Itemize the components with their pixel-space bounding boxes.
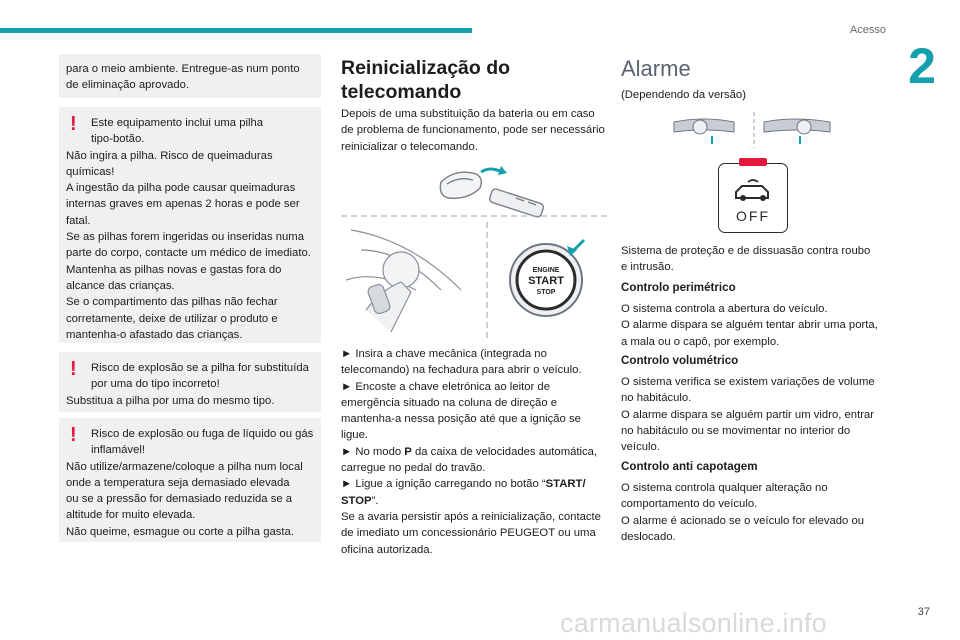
text-line: Se a avaria persistir após a reinicialização, contacte [341, 510, 601, 523]
watermark: carmanualsonline.info [560, 608, 827, 638]
step-line [341, 493, 609, 509]
warning-box-battery-ingestion [59, 107, 321, 343]
remote-reset-intro [341, 106, 607, 155]
start-stop-label: START/ [545, 478, 586, 491]
text-line: por uma do tipo incorreto! [91, 378, 220, 391]
steering-column-image [346, 230, 461, 332]
title-line: telecomando [341, 81, 462, 103]
step-line: ligue. [341, 429, 369, 442]
section-title-alarm: Alarme [621, 56, 691, 81]
text-line: Risco de explosão se a pilha for substituída [91, 362, 309, 374]
stop-label: STOP [536, 289, 556, 296]
text-line: Sistema de proteção e de dissuasão contra roubo [621, 245, 871, 257]
text-line: parte do corpo, contacte um médico de imediato. [66, 247, 311, 260]
text-line: para o meio ambiente. Entregue-as num ponto [66, 63, 300, 75]
alarm-volumetric-section [621, 353, 891, 455]
text-line: Não queime, esmague ou corte a pilha gasta. [66, 525, 294, 538]
text-line: de imediato um concessionário PEUGEOT ou uma [341, 527, 596, 540]
exclamation-icon: ! [70, 358, 77, 380]
exclamation-icon: ! [70, 113, 77, 135]
text-line: altitude for muito elevada. [66, 509, 196, 522]
alarm-off-button[interactable] [718, 163, 788, 233]
car-alarm-icon [732, 178, 774, 204]
version-note: (Dependendo da versão) [621, 89, 746, 101]
text-line: oficina autorizada. [341, 543, 433, 556]
text-line: Não utilize/armazene/coloque a pilha num local [66, 460, 303, 473]
subheading: Controlo volumétrico [621, 354, 739, 367]
title-line: Reinicialização do [341, 57, 511, 79]
text-line: O sistema verifica se existem variações de volume [621, 376, 875, 388]
remote-reset-steps [341, 346, 609, 558]
text-line: Este equipamento inclui uma pilha [91, 117, 264, 129]
start-stop-button-image [510, 240, 584, 316]
header-accent-bar [0, 28, 472, 33]
text-span: ► No modo [341, 445, 405, 458]
step-line [341, 476, 609, 492]
text-line: inflamável! [91, 444, 145, 457]
step-line: mantenha-a nessa posição até que a ignição se [341, 413, 581, 426]
text-line: no habitáculo ou se movimentar no interior do [621, 424, 851, 437]
key-fob-image [440, 172, 544, 218]
text-line: de eliminação aprovado. [66, 79, 190, 92]
text-line: Se as pilhas forem ingeridas ou inseridas numa [66, 231, 304, 244]
text-line: alcance das crianças. [66, 279, 175, 292]
text-line: O alarme dispara se alguém partir um vidro, entrar [621, 408, 875, 421]
text-line: Substitua a pilha por uma do mesmo tipo. [66, 394, 275, 407]
warning-box-explosion [59, 418, 321, 542]
text-line: O alarme é acionado se o veículo for elevado ou [621, 514, 865, 527]
text-line: Não ingira a pilha. Risco de queimaduras [66, 149, 273, 162]
page-number: 37 [917, 606, 930, 618]
step-line: emergência situado na coluna de direção e [341, 396, 558, 409]
step-line: telecomando) na fechadura para abrir o veículo. [341, 364, 582, 377]
text-line: corretamente, deixe de utilizar o produto e [66, 312, 278, 325]
section-label: Acesso [849, 24, 886, 36]
text-line: reinicializar o telecomando. [341, 140, 478, 153]
off-label: OFF [736, 208, 770, 224]
text-line: químicas! [66, 165, 115, 178]
alarm-tilt-section [621, 459, 891, 545]
chapter-number: 2 [908, 38, 936, 94]
subheading: Controlo perimétrico [621, 281, 736, 294]
alarm-description [621, 243, 891, 276]
text-span: ► Ligue a ignição carregando no botão “ [341, 478, 546, 491]
text-line: Se o compartimento das pilhas não fechar [66, 296, 278, 309]
alarm-indicator-led [739, 158, 767, 166]
warning-box-wrong-battery [59, 352, 321, 412]
text-span: ”. [371, 494, 379, 507]
text-line: no habitáculo. [621, 392, 692, 405]
text-line: a mala ou o capô, por exemplo. [621, 335, 780, 348]
key-reset-illustration [341, 160, 607, 342]
start-stop-label: STOP [341, 494, 372, 507]
start-label: START [528, 275, 564, 287]
text-line: Risco de explosão ou fuga de líquido ou gás [91, 428, 314, 440]
step-line [341, 444, 609, 460]
text-line: O alarme dispara se alguém tentar abrir uma porta, [621, 319, 878, 332]
text-line: fatal. [66, 214, 91, 227]
step-line: carregue no pedal do travão. [341, 462, 486, 475]
subheading: Controlo anti capotagem [621, 460, 758, 473]
text-line: onde a temperatura seja demasiado elevada [66, 476, 290, 489]
text-line: comportamento do veículo. [621, 498, 758, 511]
text-line: veículo. [621, 441, 660, 454]
step-line: ► Insira a chave mecânica (integrada no [341, 348, 547, 360]
dashboard-location-image [672, 110, 836, 150]
text-line: ou se a pressão for demasiado reduzida se a [66, 493, 293, 506]
text-line: tipo-botão. [91, 133, 145, 146]
section-title-remote-reset [341, 56, 591, 104]
text-line: deslocado. [621, 530, 676, 543]
text-line: A ingestão da pilha pode causar queimaduras [66, 182, 296, 195]
text-line: O sistema controla a abertura do veículo. [621, 303, 828, 315]
text-line: Depois de uma substituição da bateria ou em caso [341, 108, 595, 120]
text-line: Mantenha as pilhas novas e gastas fora do [66, 263, 282, 276]
text-line: internas graves em apenas 2 horas e pode ser [66, 198, 300, 211]
exclamation-icon: ! [70, 424, 77, 446]
gear-mode-label: P [404, 445, 412, 458]
text-line: e intrusão. [621, 261, 674, 274]
arrow-icon [481, 169, 501, 172]
text-line: de problema de funcionamento, pode ser necessário [341, 124, 605, 137]
info-box-disposal [59, 54, 321, 98]
text-span: da caixa de velocidades automática, [411, 445, 598, 458]
alarm-perimeter-section [621, 280, 891, 350]
step-line: ► Encoste a chave eletrónica ao leitor de [341, 380, 550, 393]
engine-label: ENGINE [532, 267, 560, 274]
text-line: O sistema controla qualquer alteração no [621, 482, 828, 494]
text-line: mantenha-o afastado das crianças. [66, 328, 243, 341]
